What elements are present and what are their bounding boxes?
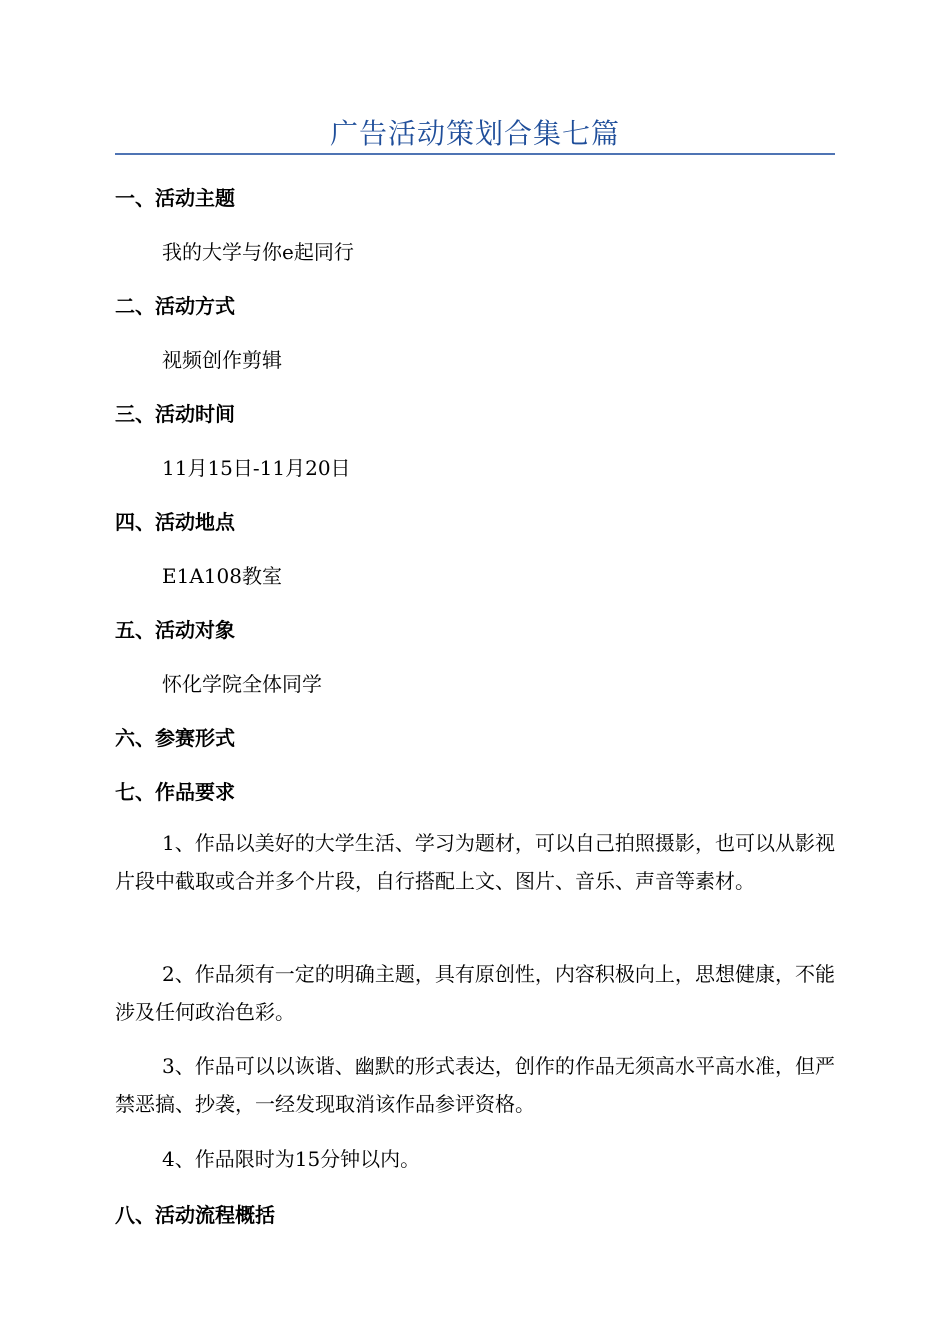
section-heading-requirements: 七、作品要求 <box>115 780 235 804</box>
section-heading-format: 六、参赛形式 <box>115 726 235 750</box>
section-heading-method: 二、活动方式 <box>115 294 235 318</box>
section-heading-audience: 五、活动对象 <box>115 618 235 642</box>
document-title: 广告活动策划合集七篇 <box>329 117 620 150</box>
section-heading-time: 三、活动时间 <box>115 402 235 426</box>
section-content-method: 视频创作剪辑 <box>162 348 282 372</box>
section-heading-process: 八、活动流程概括 <box>115 1203 275 1227</box>
section-content-location: E1A108教室 <box>162 564 282 588</box>
requirement-paragraph: 3、作品可以以诙谐、幽默的形式表达，创作的作品无须高水平高水准，但严禁恶搞、抄袭，一经发现取消该作品参评资格。 <box>115 1054 835 1116</box>
section-heading-location: 四、活动地点 <box>115 510 235 534</box>
section-heading-theme: 一、活动主题 <box>115 186 235 210</box>
section-content-audience: 怀化学院全体同学 <box>162 672 322 696</box>
section-content-time: 11月15日-11月20日 <box>162 456 351 480</box>
section-content-theme: 我的大学与你e起同行 <box>162 240 354 264</box>
requirement-paragraph: 1、作品以美好的大学生活、学习为题材，可以自己拍照摄影，也可以从影视片段中截取或合并多个片段，自行搭配上文、图片、音乐、声音等素材。 <box>115 831 835 893</box>
title-underline <box>115 153 835 155</box>
requirement-paragraph: 4、作品限时为15分钟以内。 <box>162 1147 421 1171</box>
requirement-paragraph: 2、作品须有一定的明确主题，具有原创性，内容积极向上，思想健康，不能涉及任何政治色彩。 <box>115 962 835 1024</box>
